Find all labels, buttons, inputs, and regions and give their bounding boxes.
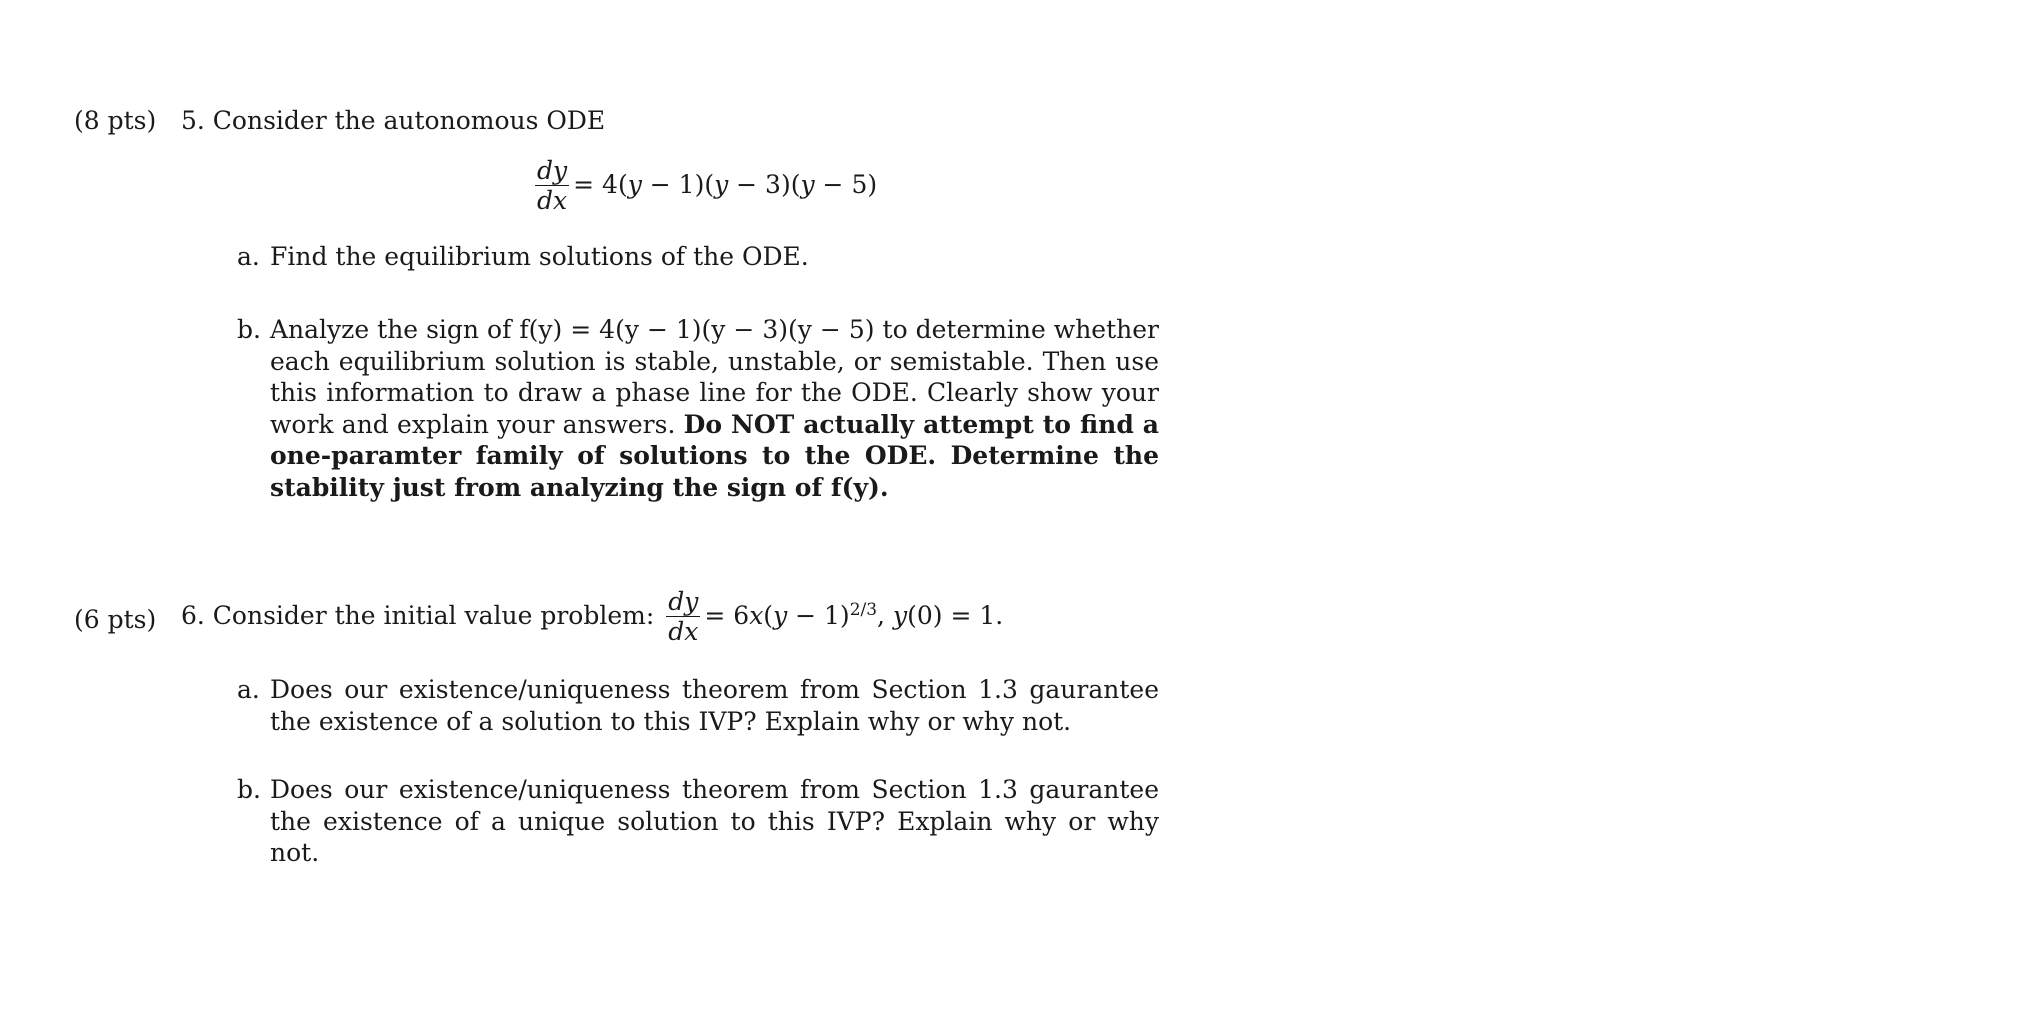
q5-equation <box>531 158 877 215</box>
q6-part-a <box>237 674 1159 737</box>
q5-part-b <box>237 314 1159 503</box>
q5-part-b-plain: Analyze the sign of f(y) = 4(y − 1)(y − 3)(y − 5) to determine whether each equilibrium solution is stable, unstable, or semistable. Then use this information to draw a phase line for the ODE. Clearly show your work and explain your answers. <box>270 315 1159 439</box>
q5-part-a-label: a. <box>237 242 260 271</box>
q6-frac-denominator: dx <box>668 617 699 647</box>
q6-intro-line <box>181 589 1003 646</box>
q6-equation-rhs: = $6x(y - 1)^{2/3}$, y(0) = 1. <box>704 599 1004 630</box>
q5-equation-rhs: = 4(y − 1)(y − 3)(y − 5) <box>573 169 878 199</box>
q6-part-b-label: b. <box>237 775 261 804</box>
q6-part-b <box>237 774 1159 869</box>
q6-part-b-text: Does our existence/uniqueness theorem from Section 1.3 gaurantee the existence of a unique solution to this IVP? Explain why or why not. <box>270 775 1159 867</box>
q5-intro: 5. Consider the autonomous ODE <box>181 106 606 135</box>
q5-part-a-text: Find the equilibrium solutions of the ODE. <box>270 242 809 271</box>
q5-fraction <box>535 158 569 215</box>
q5-part-b-label: b. <box>237 315 261 344</box>
q6-part-a-label: a. <box>237 675 260 704</box>
q5-frac-numerator: dy <box>537 156 568 185</box>
q6-fraction <box>666 589 700 646</box>
q6-intro: 6. Consider the initial value problem: <box>181 600 655 630</box>
q5-points: (8 pts) <box>74 106 157 135</box>
q5-frac-denominator: dx <box>537 186 568 216</box>
q6-points: (6 pts) <box>74 605 157 634</box>
q6-part-a-text: Does our existence/uniqueness theorem from Section 1.3 gaurantee the existence of a solution to this IVP? Explain why or why not. <box>270 675 1159 736</box>
q6-frac-numerator: dy <box>668 587 699 616</box>
q5-part-a <box>237 241 1159 273</box>
q5-part-b-text <box>270 314 1159 503</box>
q5-part-b-bold: Do NOT actually attempt to find a one-paramter family of solutions to the ODE. Determine the stability just from analyzing the sign of f(y). <box>270 409 1159 502</box>
